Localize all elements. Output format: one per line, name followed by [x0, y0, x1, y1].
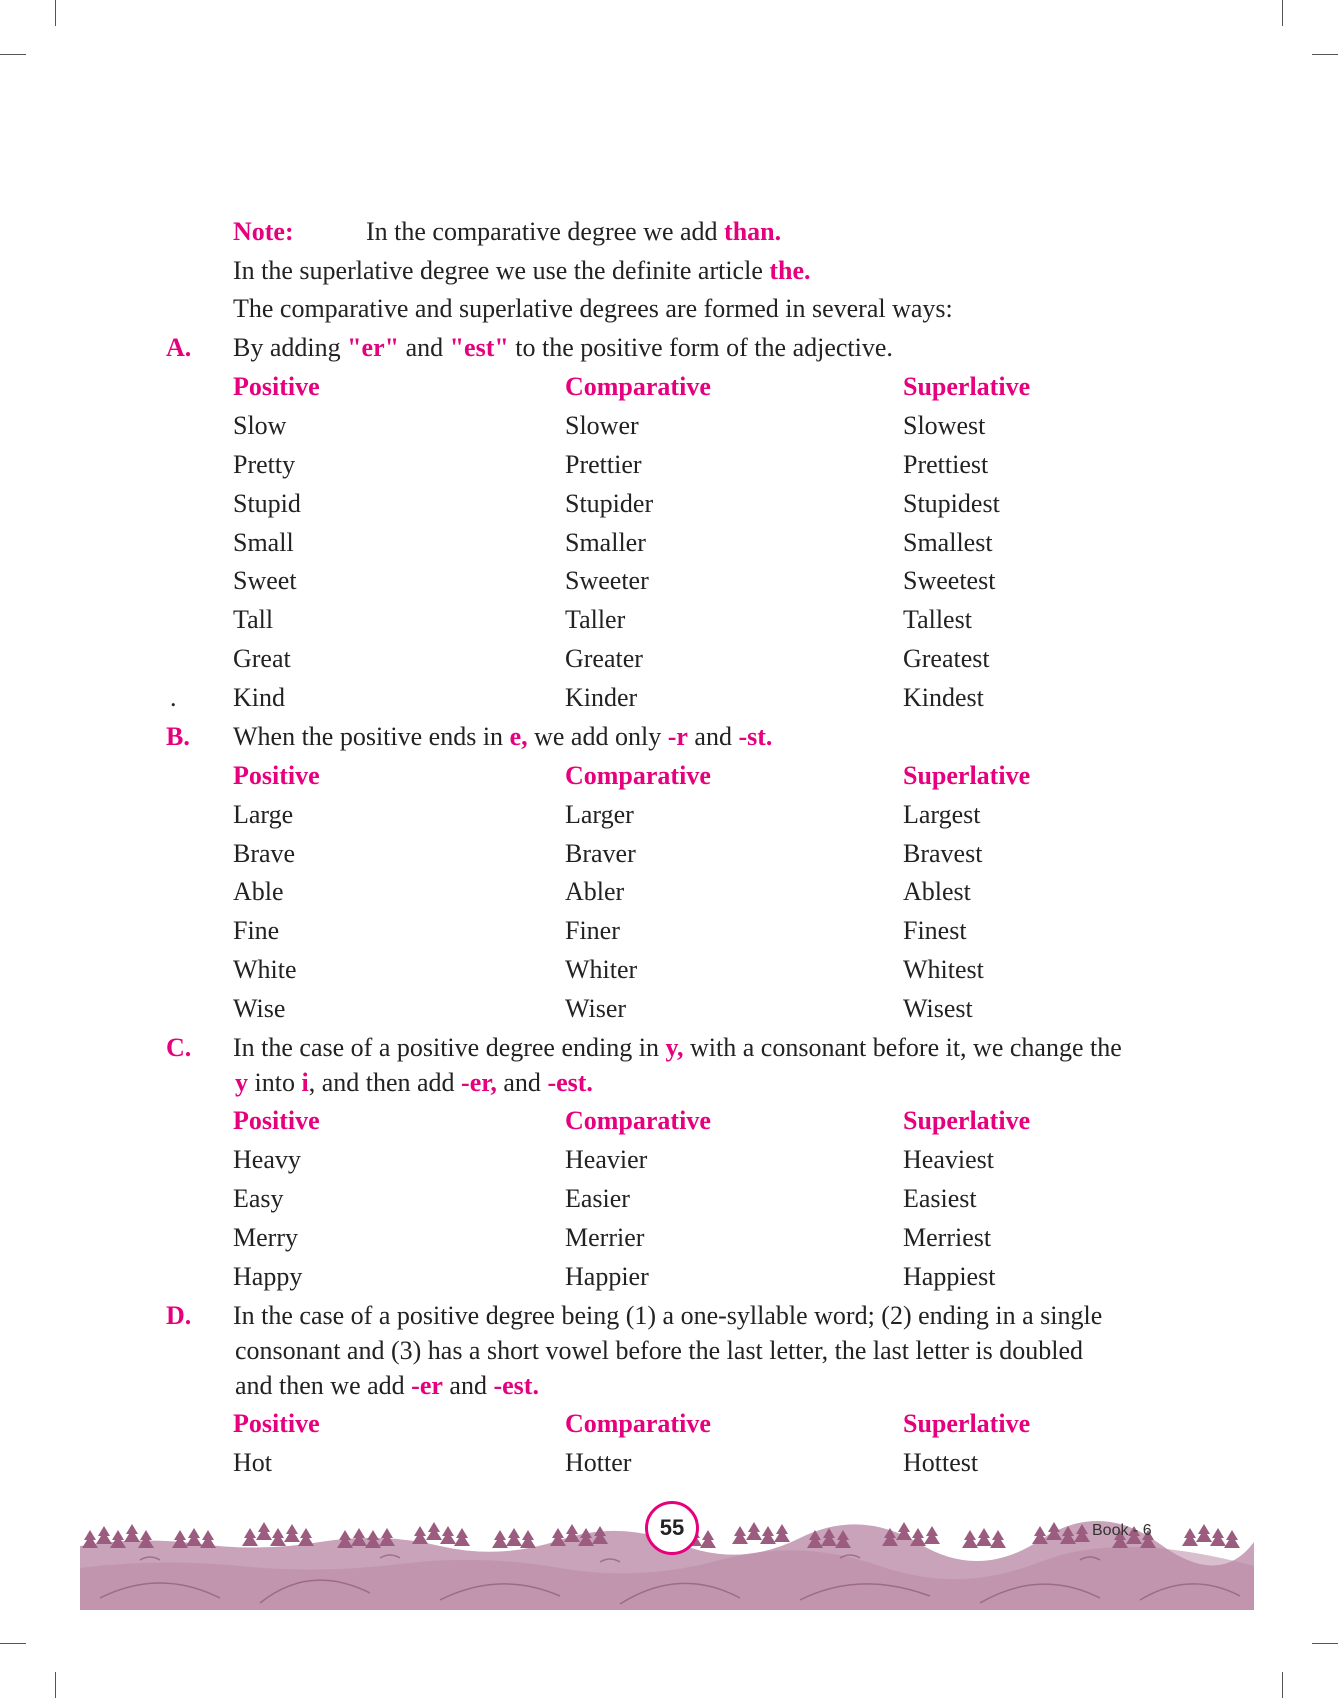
table-row	[0, 912, 1338, 950]
rule-emph: y	[235, 1068, 248, 1097]
header-superlative: Superlative	[903, 372, 1031, 401]
positive-cell: Brave	[233, 839, 296, 868]
superlative-cell: Kindest	[903, 683, 984, 712]
note-emph-than: than.	[724, 217, 782, 246]
table-row	[0, 951, 1338, 989]
positive-cell: Great	[233, 644, 291, 673]
rule-text: and	[405, 333, 444, 362]
section-marker: C.	[166, 1033, 192, 1062]
positive-cell: Sweet	[233, 566, 297, 595]
header-positive: Positive	[233, 1409, 320, 1438]
rule-text: we add only	[534, 722, 662, 751]
comparative-cell: Easier	[565, 1184, 630, 1213]
table-row	[0, 1141, 1338, 1179]
table-row	[0, 562, 1338, 600]
comparative-cell: Slower	[565, 411, 639, 440]
comparative-cell: Finer	[565, 916, 620, 945]
superlative-cell: Heaviest	[903, 1145, 994, 1174]
table-row	[0, 990, 1338, 1028]
rule-text: to the positive form of the adjective.	[515, 333, 893, 362]
comparative-cell: Greater	[565, 644, 643, 673]
rule-text: When the positive ends in	[233, 722, 504, 751]
section-d-heading-cont	[0, 1367, 1338, 1405]
note-text: The comparative and superlative degrees are formed in several ways:	[233, 294, 953, 323]
superlative-cell: Stupidest	[903, 489, 1000, 518]
rule-emph: -er,	[461, 1068, 497, 1097]
superlative-cell: Finest	[903, 916, 967, 945]
superlative-cell: Slowest	[903, 411, 986, 440]
table-row	[0, 485, 1338, 523]
note-line-2	[0, 252, 1338, 290]
note-line-1	[0, 213, 1338, 251]
table-header-row	[0, 757, 1338, 795]
superlative-cell: Easiest	[903, 1184, 977, 1213]
page-number: 55	[645, 1501, 699, 1555]
rule-text: with a consonant before it, we change the	[690, 1033, 1122, 1062]
rule-emph: "er"	[347, 333, 400, 362]
rule-text: and	[503, 1068, 541, 1097]
rule-text: and	[694, 722, 732, 751]
header-positive: Positive	[233, 1106, 320, 1135]
rule-emph: -r	[667, 722, 688, 751]
rule-text: and then we add	[235, 1371, 405, 1400]
comparative-cell: Happier	[565, 1262, 649, 1291]
note-label: Note:	[233, 217, 294, 246]
positive-cell: Small	[233, 528, 294, 557]
table-row	[0, 1258, 1338, 1296]
superlative-cell: Smallest	[903, 528, 993, 557]
table-row	[0, 1219, 1338, 1257]
header-superlative: Superlative	[903, 1106, 1031, 1135]
header-positive: Positive	[233, 372, 320, 401]
superlative-cell: Wisest	[903, 994, 973, 1023]
table-row	[0, 640, 1338, 678]
rule-text: , and then add	[308, 1068, 455, 1097]
stray-dot: .	[170, 683, 177, 712]
superlative-cell: Hottest	[903, 1448, 979, 1477]
comparative-cell: Sweeter	[565, 566, 649, 595]
superlative-cell: Greatest	[903, 644, 990, 673]
crop-mark	[0, 1643, 26, 1644]
positive-cell: Slow	[233, 411, 287, 440]
section-a-heading	[0, 329, 1338, 367]
comparative-cell: Whiter	[565, 955, 638, 984]
note-line-3	[0, 290, 1338, 328]
header-comparative: Comparative	[565, 761, 711, 790]
crop-mark	[1312, 54, 1338, 55]
table-row	[0, 601, 1338, 639]
note-text: In the superlative degree we use the definite article	[233, 256, 763, 285]
section-c-heading	[0, 1029, 1338, 1067]
superlative-cell: Tallest	[903, 605, 972, 634]
positive-cell: Easy	[233, 1184, 284, 1213]
positive-cell: Able	[233, 877, 284, 906]
crop-mark	[1282, 0, 1283, 26]
crop-mark	[1312, 1643, 1338, 1644]
comparative-cell: Smaller	[565, 528, 646, 557]
superlative-cell: Largest	[903, 800, 981, 829]
section-c-heading-cont	[0, 1064, 1338, 1102]
comparative-cell: Stupider	[565, 489, 654, 518]
comparative-cell: Braver	[565, 839, 636, 868]
comparative-cell: Larger	[565, 800, 634, 829]
comparative-cell: Heavier	[565, 1145, 648, 1174]
positive-cell: Happy	[233, 1262, 303, 1291]
table-row	[0, 407, 1338, 445]
section-b-heading	[0, 718, 1338, 756]
rule-text: In the case of a positive degree being (1) a one-syllable word; (2) ending in a single	[233, 1301, 1103, 1330]
comparative-cell: Merrier	[565, 1223, 645, 1252]
table-header-row	[0, 1102, 1338, 1140]
positive-cell: Merry	[233, 1223, 298, 1252]
comparative-cell: Abler	[565, 877, 625, 906]
positive-cell: Large	[233, 800, 294, 829]
positive-cell: White	[233, 955, 297, 984]
superlative-cell: Whitest	[903, 955, 984, 984]
superlative-cell: Sweetest	[903, 566, 996, 595]
rule-emph: e,	[509, 722, 528, 751]
book-label: Book - 6	[1092, 1522, 1152, 1539]
comparative-cell: Prettier	[565, 450, 642, 479]
header-superlative: Superlative	[903, 761, 1031, 790]
crop-mark	[1282, 1672, 1283, 1698]
rule-emph: -est.	[547, 1068, 593, 1097]
section-d-heading	[0, 1297, 1338, 1335]
note-emph-the: the.	[769, 256, 811, 285]
header-comparative: Comparative	[565, 372, 711, 401]
positive-cell: Tall	[233, 605, 274, 634]
section-marker: D.	[166, 1301, 192, 1330]
table-header-row	[0, 368, 1338, 406]
comparative-cell: Hotter	[565, 1448, 632, 1477]
header-superlative: Superlative	[903, 1409, 1031, 1438]
header-comparative: Comparative	[565, 1409, 711, 1438]
table-row	[0, 1180, 1338, 1218]
comparative-cell: Kinder	[565, 683, 638, 712]
table-row	[0, 873, 1338, 911]
rule-text: and	[449, 1371, 487, 1400]
comparative-cell: Wiser	[565, 994, 627, 1023]
table-header-row	[0, 1405, 1338, 1443]
rule-emph: -er	[411, 1371, 443, 1400]
table-row	[0, 796, 1338, 834]
crop-mark	[55, 1672, 56, 1698]
header-comparative: Comparative	[565, 1106, 711, 1135]
note-text: In the comparative degree we add	[366, 217, 718, 246]
superlative-cell: Merriest	[903, 1223, 992, 1252]
rule-emph: i	[301, 1068, 309, 1097]
positive-cell: Stupid	[233, 489, 301, 518]
rule-text: By adding	[233, 333, 341, 362]
positive-cell: Pretty	[233, 450, 296, 479]
superlative-cell: Happiest	[903, 1262, 996, 1291]
section-d-heading-cont	[0, 1332, 1338, 1370]
positive-cell: Heavy	[233, 1145, 301, 1174]
table-row	[0, 679, 1338, 717]
rule-emph: -st.	[738, 722, 773, 751]
section-marker: B.	[166, 722, 190, 751]
rule-emph: y,	[665, 1033, 684, 1062]
positive-cell: Wise	[233, 994, 286, 1023]
crop-mark	[55, 0, 56, 26]
section-marker: A.	[166, 333, 192, 362]
positive-cell: Hot	[233, 1448, 272, 1477]
superlative-cell: Ablest	[903, 877, 971, 906]
table-row	[0, 524, 1338, 562]
rule-emph: -est.	[493, 1371, 539, 1400]
table-row	[0, 835, 1338, 873]
superlative-cell: Prettiest	[903, 450, 989, 479]
rule-text: consonant and (3) has a short vowel before the last letter, the last letter is doubled	[235, 1336, 1084, 1365]
positive-cell: Kind	[233, 683, 285, 712]
rule-emph: "est"	[449, 333, 509, 362]
positive-cell: Fine	[233, 916, 280, 945]
rule-text: In the case of a positive degree ending in	[233, 1033, 659, 1062]
superlative-cell: Bravest	[903, 839, 983, 868]
table-row	[0, 446, 1338, 484]
rule-text: into	[254, 1068, 295, 1097]
comparative-cell: Taller	[565, 605, 626, 634]
crop-mark	[0, 54, 26, 55]
table-row	[0, 1444, 1338, 1482]
header-positive: Positive	[233, 761, 320, 790]
